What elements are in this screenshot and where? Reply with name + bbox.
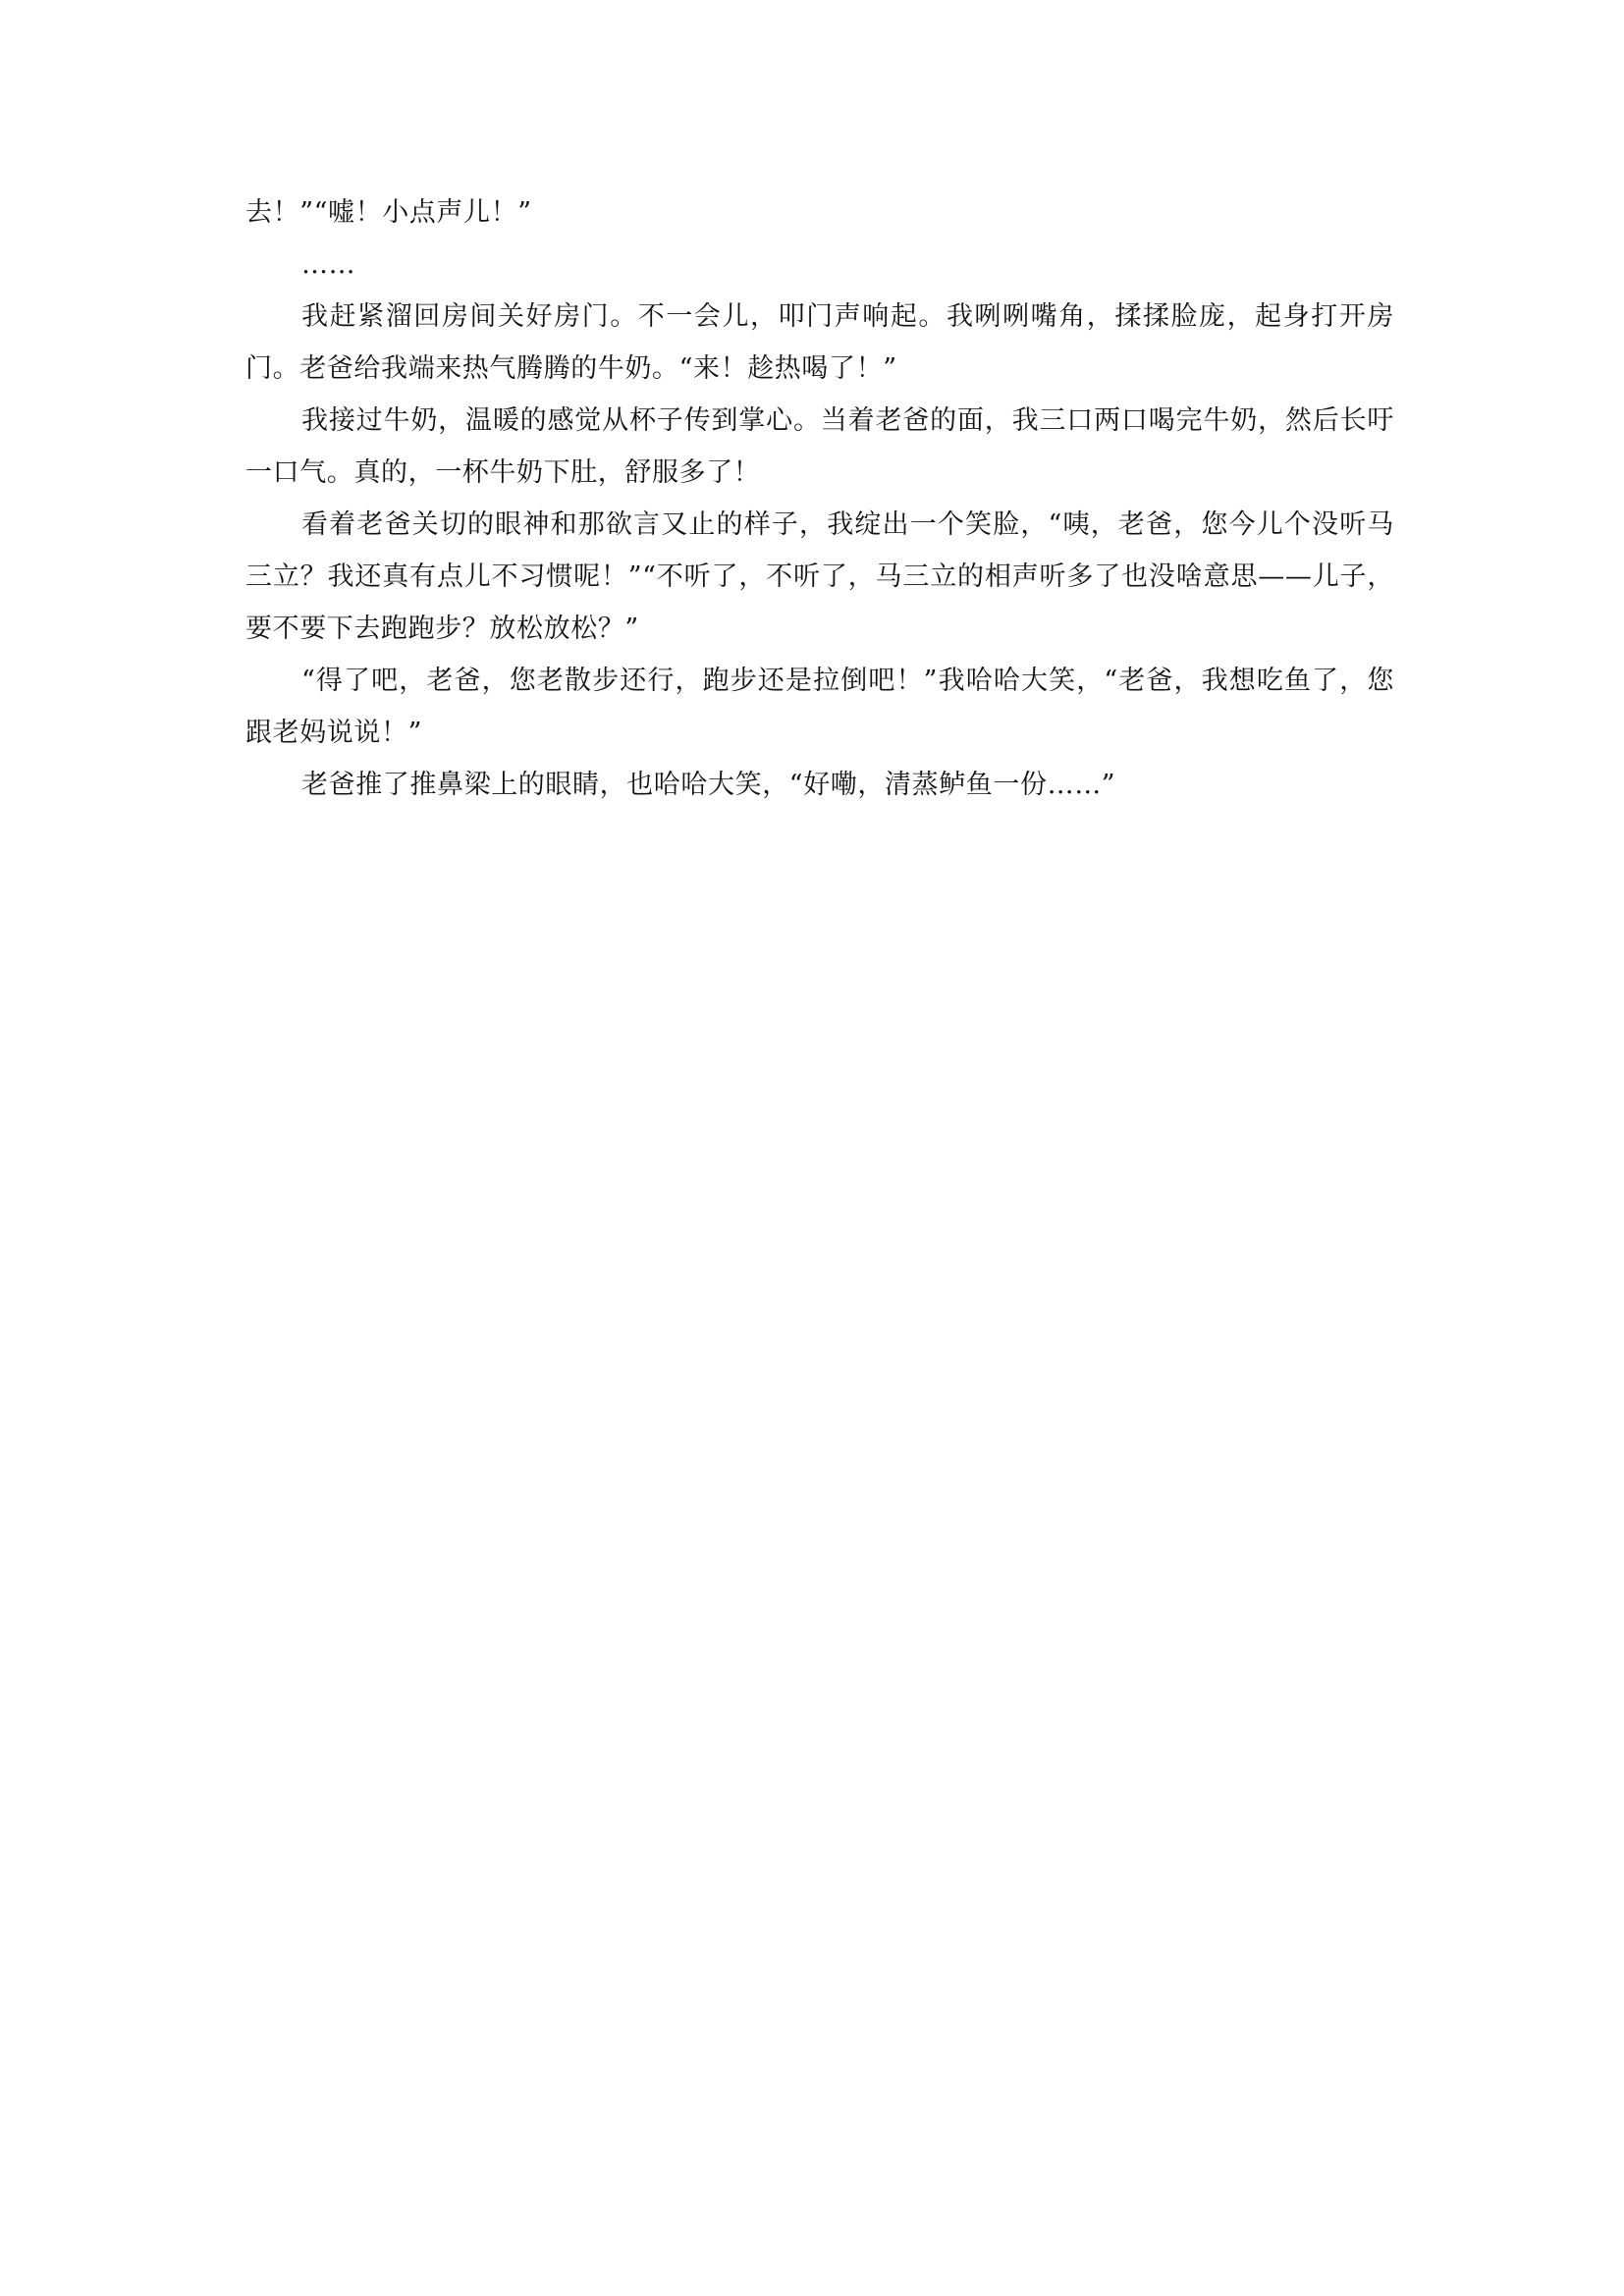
paragraph-2: …… (301, 249, 356, 280)
document-body (245, 187, 1394, 811)
paragraph-3: 我赶紧溜回房间关好房门。不一会儿，叩门声响起。我咧咧嘴角，揉揉脸庞，起身打开房门。老爸给我端来热气腾腾的牛奶。“来！趁热喝了！” (245, 301, 1394, 384)
paragraph-4: 我接过牛奶，温暖的感觉从杯子传到掌心。当着老爸的面，我三口两口喝完牛奶，然后长吁一口气。真的，一杯牛奶下肚，舒服多了！ (245, 405, 1394, 488)
paragraph-7: 老爸推了推鼻梁上的眼睛，也哈哈大笑，“好嘞，清蒸鲈鱼一份……” (301, 770, 1116, 800)
paragraph-6: “得了吧，老爸，您老散步还行，跑步还是拉倒吧！”我哈哈大笑，“老爸，我想吃鱼了，您跟老妈说说！” (245, 666, 1394, 748)
paragraph-1: 去！”“嘘！小点声儿！” (245, 197, 532, 228)
paragraph-5: 看着老爸关切的眼神和那欲言又止的样子，我绽出一个笑脸，“咦，老爸，您今儿个没听马三立？我还真有点儿不习惯呢！”“不听了，不听了，马三立的相声听多了也没啥意思——儿子，要不要下去跑跑步？放松放松？” (245, 509, 1394, 644)
